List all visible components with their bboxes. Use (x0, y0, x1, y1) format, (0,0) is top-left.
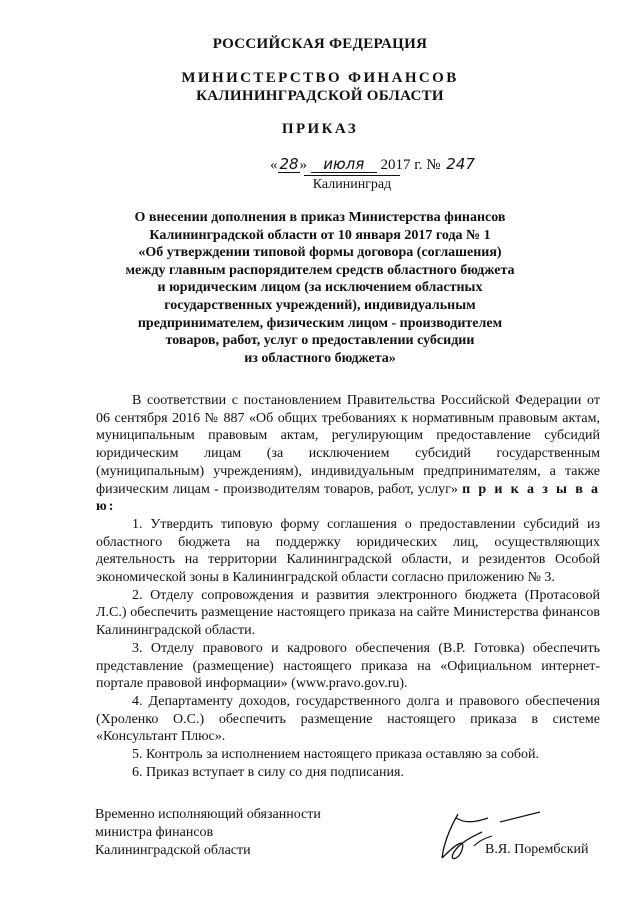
order-word: п р и к а з ы в а ю: (96, 481, 601, 515)
signer-position-line: министра финансов (95, 825, 214, 840)
handwritten-month: июля (311, 156, 377, 173)
handwritten-order-number: 247 (446, 155, 475, 173)
signer-position-line: Калининградской области (95, 843, 251, 858)
document-type-heading: ПРИКАЗ (281, 121, 359, 137)
ministry-heading-line2: КАЛИНИНГРАДСКОЙ ОБЛАСТИ (196, 88, 444, 104)
order-item-5: 5. Контроль за исполнением настоящего приказа оставляю за собой. (132, 747, 540, 763)
document-body (96, 392, 600, 781)
city-name: Калининград (304, 175, 400, 193)
subject-line: из областного бюджета» (244, 350, 396, 366)
intro-paragraph (96, 392, 600, 516)
order-item-3: 3. Отделу правового и кадрового обеспечения (В.Р. Готовка) обеспечить представление (размещение) настоящего приказа на «Официальном интернет-портале правовой информации» (www.pravo.gov.ru). (96, 640, 600, 692)
ministry-heading-line1: МИНИСТЕРСТВО ФИНАНСОВ (181, 70, 459, 86)
quote-close: » (299, 157, 307, 173)
subject-line: и юридическим лицом (за исключением областных (157, 280, 483, 296)
intro-text: В соответствии с постановлением Правительства Российской Федерации от 06 сентября 2016 № 887 «Об общих требованиях к нормативным правовым актам, муниципальным правовым актам, регулирующим предоставление субсидий юридическим лицам (за исключением субсидий государственным (муниципальным) учреждениям), индивидуальным предпринимателям, а также физическим лицам - производителям товаров, работ, услуг» (96, 393, 600, 497)
subject-line: государственных учреждений), индивидуальным (164, 297, 476, 313)
country-heading: РОССИЙСКАЯ ФЕДЕРАЦИЯ (212, 36, 428, 52)
order-item-1: 1. Утвердить типовую форму соглашения о предоставлении субсидий из областного бюджета на поддержку юридических лиц, осуществляющих деятельность на территории Калининградской области, и резидентов Особой экономической зоны в Калининградской области согласно приложению № 3. (96, 516, 600, 586)
document-subject (110, 209, 530, 367)
year-and-number-label: 2017 г. № (380, 157, 441, 173)
subject-line: Калининградской области от 10 января 2017 года № 1 (149, 227, 491, 243)
subject-line: между главным распорядителем средств областного бюджета (125, 262, 515, 278)
subject-line: «Об утверждении типовой формы договора (соглашения) (138, 245, 502, 261)
handwritten-day: 28 (279, 155, 299, 173)
signer-position-line: Временно исполняющий обязанности (95, 807, 321, 822)
signer-position (95, 806, 321, 860)
date-number-line (270, 156, 482, 174)
order-item-4: 4. Департаменту доходов, государственного долга и правового обеспечения (Хроленко О.С.) обеспечить размещение настоящего приказа в системе «Консультант Плюс». (96, 693, 600, 745)
order-item-6: 6. Приказ вступает в силу со дня подписания. (132, 764, 404, 780)
quote-open: « (270, 157, 278, 173)
subject-line: О внесении дополнения в приказ Министерства финансов (134, 210, 506, 225)
subject-line: предпринимателем, физическим лицом - производителем (137, 315, 503, 331)
order-item-2: 2. Отделу сопровождения и развития электронного бюджета (Протасовой Л.С.) обеспечить размещение настоящего приказа на сайте Министерства финансов Калининградской области. (96, 587, 600, 639)
subject-line: товаров, работ, услуг о предоставлении субсидии (165, 333, 475, 349)
handwritten-signature-icon (436, 806, 546, 871)
signer-name: В.Я. Порембский (485, 842, 589, 857)
